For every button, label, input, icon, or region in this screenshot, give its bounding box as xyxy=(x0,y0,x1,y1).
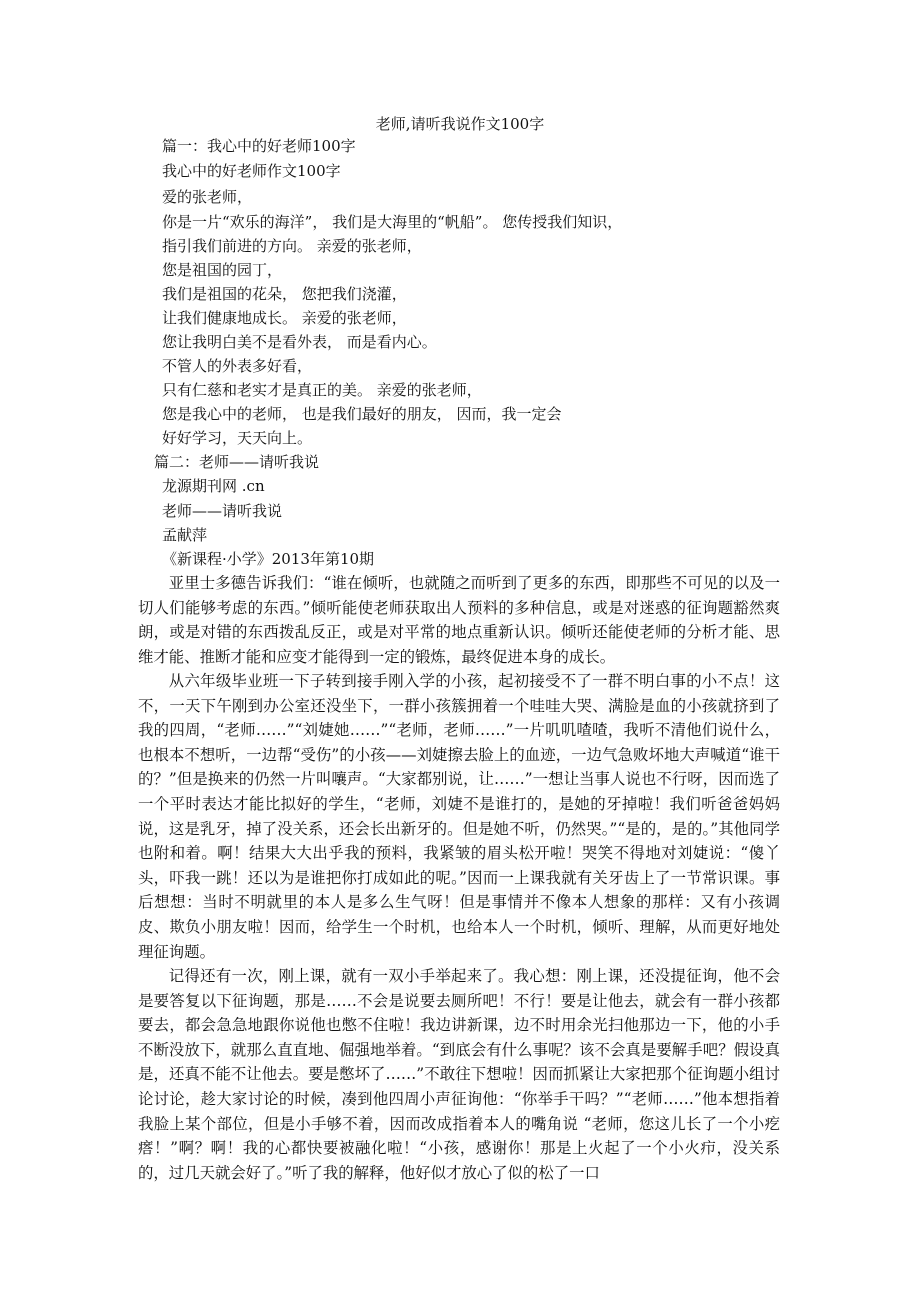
poem-line: 好好学习，天天向上。 xyxy=(162,429,313,447)
body-paragraph: 亚里士多德告诉我们：“谁在倾听，也就随之而听到了更多的东西，即那些不可见的以及一切人们能够考虑的东西。”倾听能使老师获取出人预料的多种信息，或是对迷惑的征询题豁然爽朗，或是对错的东西拨乱反正，或是对平常的地点重新认识。倾听还能使老师的分析才能、思维才能、推断才能和应变才能得到一定的锻炼，最终促进本身的成长。 xyxy=(138,574,780,666)
poem-line: 我们是祖国的花朵， 您把我们浇灌， xyxy=(162,285,407,303)
poem-line: 我心中的好老师作文100字 xyxy=(162,162,341,180)
section2-heading: 篇二：老师——请听我说 xyxy=(154,453,320,471)
poem-line: 只有仁慈和老实才是真正的美。 亲爱的张老师， xyxy=(162,381,482,399)
poem-line: 你是一片“欢乐的海洋”， 我们是大海里的“帆船”。 您传授我们知识， xyxy=(162,213,623,231)
section1-heading: 篇一：我心中的好老师100字 xyxy=(162,137,356,155)
poem-line: 您是我心中的老师， 也是我们最好的朋友， 因而，我一定会 xyxy=(162,405,562,423)
poem-line: 您让我明白美不是看外表， 而是看内心。 xyxy=(162,333,437,351)
poem-line: 不管人的外表多好看， xyxy=(162,357,313,375)
article-title: 老师——请听我说 xyxy=(162,502,283,520)
poem-line: 您是祖国的园丁， xyxy=(162,261,283,279)
body-paragraph: 从六年级毕业班一下子转到接手刚入学的小孩，起初接受不了一群不明白事的小不点！这不，一天下午刚到办公室还没坐下，一群小孩簇拥着一个哇哇大哭、满脸是血的小孩就挤到了我的四周，“老师……”“刘婕她……”“老师，老师……”一片叽叽喳喳，我听不清他们说什么，也根本不想听，一边帮“受伤”的小孩——刘婕擦去脸上的血迹，一边气急败坏地大声喊道“谁干的？”但是换来的仍然一片叫嚷声。“大家都别说，让……”一想让当事人说也不行呀，因而选了一个平时表达才能比拟好的学生，“老师，刘婕不是谁打的，是她的牙掉啦！我们听爸爸妈妈说，这是乳牙，掉了没关系，还会长出新牙的。但是她不听，仍然哭。”“是的，是的。”其他同学也附和着。啊！结果大大出乎我的预料，我紧皱的眉头松开啦！哭笑不得地对刘婕说：“傻丫头，吓我一跳！还以为是谁把你打成如此的呢。”因而一上课我就有关牙齿上了一节常识课。事后想想：当时不明就里的本人是多么生气呀！但是事情并不像本人想象的那样：又有小孩调皮、欺负小朋友啦！因而，给学生一个时机，也给本人一个时机，倾听、理解，从而更好地处理征询题。 xyxy=(138,672,780,961)
document-title: 老师,请听我说作文100字 xyxy=(375,115,545,133)
poem-line: 指引我们前进的方向。 亲爱的张老师， xyxy=(162,237,422,255)
poem-line: 让我们健康地成长。 亲爱的张老师， xyxy=(162,309,407,327)
body-paragraph: 记得还有一次，刚上课，就有一双小手举起来了。我心想：刚上课，还没提征询，他不会是要答复以下征询题，那是……不会是说要去厕所吧！不行！要是让他去，就会有一群小孩都要去，都会急急地跟你说他也憋不住啦！我边讲新课，边不时用余光扫他那边一下，他的小手不断没放下，就那么直直地、倔强地举着。“到底会有什么事呢？该不会真是要解手吧？假设真是，还真不能不让他去。要是憋坏了……”不敢往下想啦！因而抓紧让大家把那个征询题小组讨论讨论，趁大家讨论的时候，凑到他四周小声征询他：“你举手干吗？”“老师……”他本想指着我脸上某个部位，但是小手够不着，因而改成指着本人的嘴角说 “老师，您这儿长了一个小疙瘩！”啊？啊！我的心都快要被融化啦！“小孩，感谢你！那是上火起了一个小火疖，没关系的，过几天就会好了。”听了我的解释，他好似才放心了似的松了一口 xyxy=(138,967,780,1182)
source-line: 龙源期刊网 .cn xyxy=(162,477,265,495)
journal-issue: 《新课程·小学》2013年第10期 xyxy=(162,550,375,568)
author-name: 孟献萍 xyxy=(162,526,208,544)
poem-line: 爱的张老师， xyxy=(162,188,253,206)
